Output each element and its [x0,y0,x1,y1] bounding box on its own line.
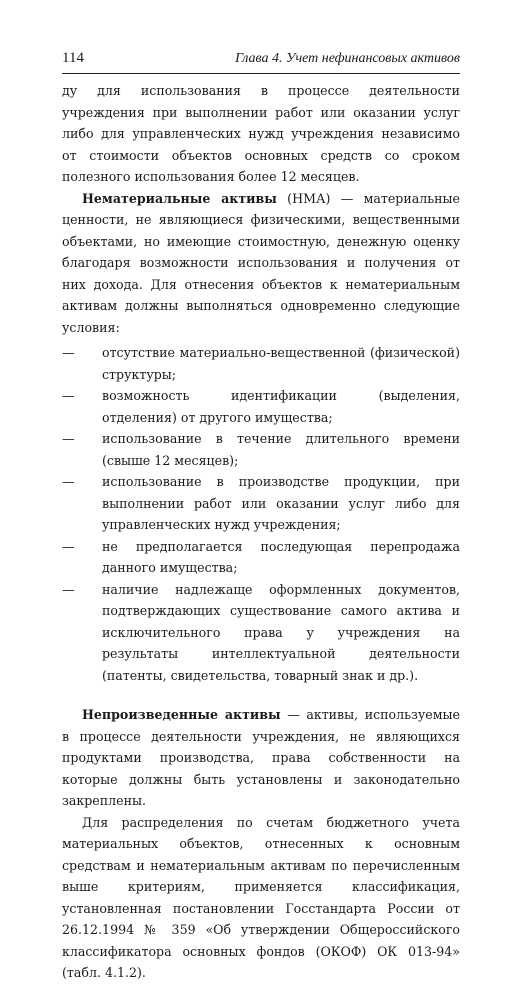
nma-definition: (НМА) — материальные ценности, не являющиеся физическими, вещественными объектами, но имеющие стоимостную, денежную оценку благодаря возможности использования и получения от них дохода. Для отнесения объектов к нематериальным активам должны выполняться одновременно следующие условия: [62,190,461,335]
distribution-paragraph: Для распределения по счетам бюджетного учета материальных объектов, отнесенных к основным средствам и нематериальным активам по перечисленным выше критериям, применяется классификация, установленная постановлении Госстандарта России от 26.12.1994 № 359 «Об утверждении Общероссийского классификатора основных фондов (ОКОФ) ОК 013-94» (табл. 4.1.2). [62,814,460,980]
list-item [62,385,460,428]
list-item [62,536,460,579]
nma-paragraph [62,188,460,339]
conditions-list [62,342,460,686]
list-dash: — [62,581,75,597]
section-gap [62,696,460,704]
list-item-text: наличие надлежаще оформленных документов, подтверждающих существование самого актива и исключительного права у учреждения на результаты интеллектуальной деятельности (патенты, свидетельства, товарный знак и др.). [102,581,460,683]
intro-paragraph: ду для использования в процессе деятельности учреждения при выполнении работ или оказании услуг либо для управленческих нужд учреждения независимо от стоимости объектов основных средств со сроком полезного использования более 12 месяцев. [62,83,460,184]
page-header [62,50,460,74]
list-item-text: отсутствие материально-вещественной (физической) структуры; [102,345,460,382]
list-dash: — [62,388,75,403]
non-produced-paragraph [62,704,460,812]
list-dash: — [62,345,75,360]
list-item [62,342,460,385]
list-dash: — [62,431,75,446]
list-item [62,579,460,687]
list-item [62,428,460,471]
nma-term: Нематериальные активы [82,190,277,206]
list-item-text: возможность идентификации (выделения, отделения) от другого имущества; [102,388,460,425]
list-dash: — [62,474,75,489]
list-dash: — [62,538,75,554]
list-item-text: использование в течение длительного времени (свыше 12 месяцев); [102,431,460,468]
list-item-text: использование в производстве продукции, при выполнении работ или оказании услуг либо для управленческих нужд учреждения; [102,474,460,532]
running-title: Глава 4. Учет нефинансовых активов [235,51,460,66]
body-text [62,80,460,984]
list-item [62,471,460,536]
non-produced-term: Непроизведенные активы [82,707,281,722]
non-produced-definition: — активы, используемые в процессе деятельности учреждения, не являющихся продуктами производства, права собственности на которые должны быть установлены и законодательно закреплены. [62,707,460,808]
book-page [62,50,460,984]
page-number: 114 [62,50,84,66]
list-item-text: не предполагается последующая перепродажа данного имущества; [102,538,460,575]
